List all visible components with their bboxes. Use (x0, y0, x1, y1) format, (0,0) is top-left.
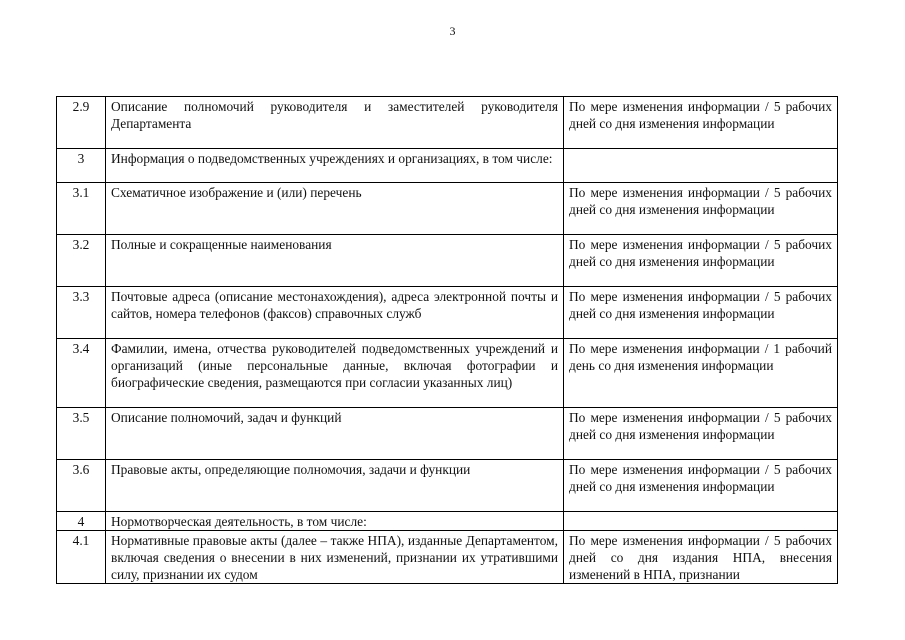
row-description: Почтовые адреса (описание местонахождения), адреса электронной почты и сайтов, номера телефонов (факсов) справочных служб (106, 287, 564, 339)
table-row-3-3 (57, 287, 838, 339)
row-description: Правовые акты, определяющие полномочия, задачи и функции (106, 460, 564, 512)
table-row-3 (57, 149, 838, 183)
row-deadline: По мере изменения информации / 5 рабочих дней со дня изменения информации (564, 183, 838, 235)
row-number: 2.9 (57, 97, 106, 149)
row-number: 3.2 (57, 235, 106, 287)
table-row-2-9 (57, 97, 838, 149)
row-deadline: По мере изменения информации / 5 рабочих дней со дня изменения информации (564, 235, 838, 287)
row-description-text: Нормативные правовые акты (далее – также НПА), изданные Департаментом, включая сведения о внесении в них изменений, признании их утратившими силу, признании их судом (111, 533, 558, 582)
page-number: 3 (449, 24, 456, 38)
row-number: 3.4 (57, 339, 106, 408)
table-row-3-1 (57, 183, 838, 235)
row-number: 3 (57, 149, 106, 183)
row-deadline: По мере изменения информации / 5 рабочих дней со дня изменения информации (564, 287, 838, 339)
row-deadline: По мере изменения информации / 1 рабочий день со дня изменения информации (564, 339, 838, 408)
row-description: Схематичное изображение и (или) перечень (106, 183, 564, 235)
table-row-3-5 (57, 408, 838, 460)
table-row-3-2 (57, 235, 838, 287)
row-description: Информация о подведомственных учреждениях и организациях, в том числе: (106, 149, 564, 183)
table-row-3-4 (57, 339, 838, 408)
table-row-4-1 (57, 531, 838, 584)
row-number: 3.3 (57, 287, 106, 339)
row-deadline: По мере изменения информации / 5 рабочих дней со дня изменения информации (564, 460, 838, 512)
row-description: Фамилии, имена, отчества руководителей подведомственных учреждений и организаций (иные персональные данные, включая фотографии и биографические сведения, размещаются при согласии указанных лиц) (106, 339, 564, 408)
row-number: 3.6 (57, 460, 106, 512)
row-number: 3.1 (57, 183, 106, 235)
information-schedule-table (56, 96, 838, 584)
row-description: Нормотворческая деятельность, в том числе: (106, 512, 564, 531)
row-description (106, 531, 564, 584)
row-deadline: По мере изменения информации / 5 рабочих дней со дня изменения информации (564, 408, 838, 460)
row-description: Полные и сокращенные наименования (106, 235, 564, 287)
table-row-4 (57, 512, 838, 531)
row-number: 4.1 (57, 531, 106, 584)
row-deadline (564, 512, 838, 531)
row-deadline: По мере изменения информации / 5 рабочих дней со дня изменения информации (564, 97, 838, 149)
row-number: 4 (57, 512, 106, 531)
row-description: Описание полномочий, задач и функций (106, 408, 564, 460)
table-row-3-6 (57, 460, 838, 512)
row-number: 3.5 (57, 408, 106, 460)
row-deadline-text: По мере изменения информации / 5 рабочих дней со дня издания НПА, внесения изменений в НПА, признании (569, 533, 832, 582)
row-deadline (564, 149, 838, 183)
row-deadline (564, 531, 838, 584)
row-description: Описание полномочий руководителя и заместителей руководителя Департамента (106, 97, 564, 149)
